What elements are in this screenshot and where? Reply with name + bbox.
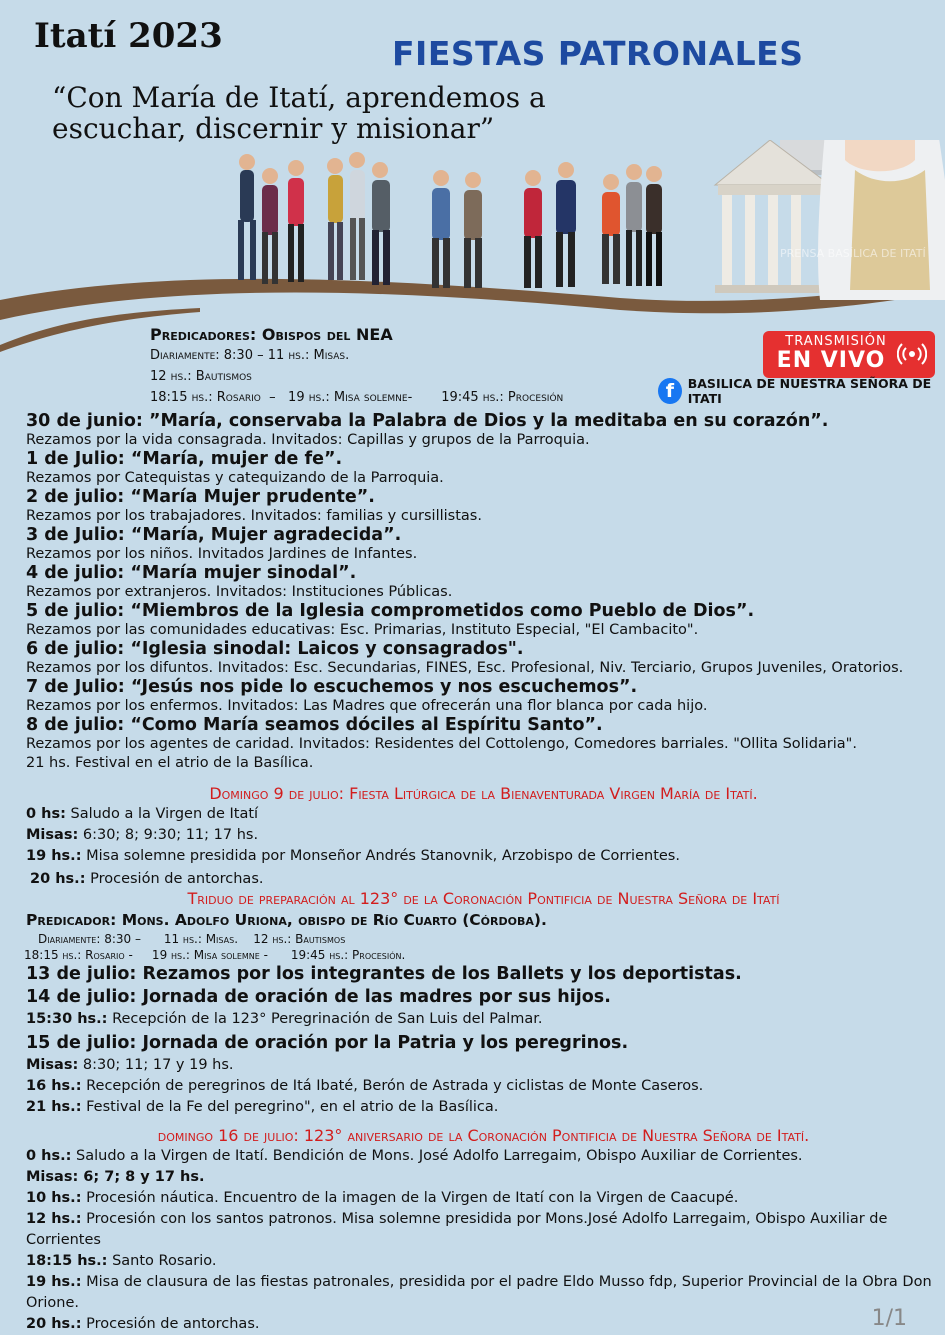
domingo-16-line-text: Santo Rosario. [107,1253,217,1269]
triduo-line [26,1097,941,1118]
domingo-9-items [26,804,941,890]
pilgrims-group [238,152,662,288]
domingo-9-line [26,846,941,867]
triduo-line-label: 16 hs.: [26,1078,82,1094]
page-title: FIESTAS PATRONALES [392,34,804,73]
motto-line-2: escuchar, discernir y misionar” [52,112,495,145]
novena-day-note: Rezamos por los niños. Invitados Jardines de Infantes. [26,546,418,562]
procession-time: 19:45 hs.: Procesión [441,390,564,405]
domingo-9-line [26,869,941,890]
novena-day-title: 1 de Julio: “María, mujer de fe”. [26,449,343,469]
facebook-link[interactable] [658,376,945,406]
preachers-heading: Predicadores: Obispos del NEA [150,325,393,344]
novena-day-title: 4 de julio: “María mujer sinodal”. [26,563,357,583]
triduo-line-text: 8:30; 11; 17 y 19 hs. [78,1057,234,1073]
novena-day-note: Rezamos por los agentes de caridad. Invitados: Residentes del Cottolengo, Comedores barriales. "Ollita Solidaria". [26,736,857,752]
live-label-2: EN VIVO [776,348,886,373]
novena-day-note: Rezamos por los enfermos. Invitados: Las Madres que ofrecerán una flor blanca por cada hijo. [26,698,708,714]
triduo-day-13: 13 de julio: Rezamos por los integrantes de los Ballets y los deportistas. [26,964,742,984]
triduo-line [26,1076,941,1097]
triduo-items [26,1055,941,1118]
novena-day-note: Rezamos por los trabajadores. Invitados: familias y cursillistas. [26,508,482,524]
novena-day-title: 7 de Julio: “Jesús nos pide lo escuchemos y nos escuchemos”. [26,677,638,697]
domingo-16-line-label: 18:15 hs.: [26,1253,108,1269]
hero-illustration [0,140,945,355]
domingo-16-line-label: 12 hs.: [26,1211,82,1227]
preachers-line-2: 12 hs.: Bautismos [150,369,252,384]
schedule [26,412,941,1335]
domingo-16-line [26,1209,941,1251]
novena-day-note: Rezamos por los difuntos. Invitados: Esc. Secundarias, FINES, Esc. Profesional, Niv. Terciario, Grupos Juveniles, Oratorios. [26,660,904,676]
domingo-9-line-label: 19 hs.: [26,848,82,864]
year-title: Itatí 2023 [34,16,223,56]
live-label-1: TRANSMISIÓN [785,334,887,349]
novena-day-note: Rezamos por extranjeros. Invitados: Instituciones Públicas. [26,584,453,600]
novena-list [26,412,941,754]
triduo-schedule-1: Diariamente: 8:30 – 11 hs.: Misas. 12 hs.: Bautismos [38,932,346,946]
domingo-16-line-label: 20 hs.: [26,1316,82,1332]
domingo-9-title: Domingo 9 de julio: Fiesta Litúrgica de la Bienaventurada Virgen María de Itatí. [209,784,758,803]
triduo-line-label: Misas: [26,1057,79,1073]
novena-day-note: Rezamos por la vida consagrada. Invitados: Capillas y grupos de la Parroquia. [26,432,590,448]
triduo-1530-text: Recepción de la 123° Peregrinación de San Luis del Palmar. [107,1011,543,1027]
domingo-16-line-text: Procesión con los santos patronos. Misa solemne presidida por Mons.José Adolfo Larregaim, Obispo Auxiliar de Corrientes [26,1211,888,1248]
domingo-9-line-label: 20 hs.: [30,871,86,887]
domingo-9-line [26,825,941,846]
facebook-icon: f [658,378,682,404]
triduo-1530 [26,1009,941,1030]
domingo-16-line-text: Misa de clausura de las fiestas patronales, presidida por el padre Eldo Musso fdp, Superior Provincial de la Obra Don Orione. [26,1274,932,1311]
triduo-day-14: 14 de julio: Jornada de oración de las madres por sus hijos. [26,987,611,1007]
triduo-line-text: Festival de la Fe del peregrino", en el atrio de la Basílica. [81,1099,499,1115]
domingo-9-line-label: 0 hs: [26,806,66,822]
triduo-preacher: Predicador: Mons. Adolfo Uriona, obispo de Río Cuarto (Córdoba). [26,911,547,929]
domingo-16-items [26,1146,941,1335]
domingo-16-title: domingo 16 de julio: 123° aniversario de la Coronación Pontificia de Nuestra Señora de Itatí. [157,1126,810,1145]
domingo-16-line-text: Saludo a la Virgen de Itatí. Bendición de Mons. José Adolfo Larregaim, Obispo Auxiliar de Corrientes. [71,1148,803,1164]
novena-day-note: Rezamos por las comunidades educativas: Esc. Primarias, Instituto Especial, "El Cambacito". [26,622,699,638]
domingo-16-line-text: Procesión náutica. Encuentro de la imagen de la Virgen de Itatí con la Virgen de Caacupé. [81,1190,739,1206]
broadcast-icon [897,339,927,369]
triduo-title: Triduo de preparación al 123° de la Coronación Pontificia de Nuestra Señora de Itatí [187,889,780,908]
novena-day-title: 8 de julio: “Como María seamos dóciles al Espíritu Santo”. [26,715,603,735]
novena-day-title: 5 de julio: “Miembros de la Iglesia comprometidos como Pueblo de Dios”. [26,601,755,621]
mass-time: 19 hs.: Misa solemne- [288,390,413,405]
domingo-9-line-text: Misa solemne presidida por Monseñor Andrés Stanovnik, Arzobispo de Corrientes. [81,848,680,864]
domingo-16-line-label: 10 hs.: [26,1190,82,1206]
live-badge[interactable] [763,331,935,378]
triduo-line-label: 21 hs.: [26,1099,82,1115]
triduo-1530-label: 15:30 hs.: [26,1011,108,1027]
preachers-line-1: Diariamente: 8:30 – 11 hs.: Misas. [150,348,350,363]
motto [52,82,612,144]
triduo-line-text: Recepción de peregrinos de Itá Ibaté, Berón de Astrada y ciclistas de Monte Caseros. [81,1078,704,1094]
motto-line-1: “Con María de Itatí, aprendemos a [52,81,546,114]
preachers-block [150,324,563,408]
domingo-16-line [26,1188,941,1209]
festival-note: 21 hs. Festival en el atrio de la Basílica. [26,755,314,771]
domingo-16-line-label: 19 hs.: [26,1274,82,1290]
rosary-time: 18:15 hs.: Rosario [150,390,261,405]
domingo-16-line-label: 0 hs.: [26,1148,72,1164]
novena-day-title: 30 de junio: ”María, conservaba la Palabra de Dios y la meditaba en su corazón”. [26,411,829,431]
photo-watermark: PRENSA BASÍLICA DE ITATÍ [780,247,926,260]
domingo-9-line-text: Saludo a la Virgen de Itatí [65,806,259,822]
novena-day-title: 6 de julio: “Iglesia sinodal: Laicos y consagrados". [26,639,524,659]
domingo-16-line-label: Misas: 6; 7; 8 y 17 hs. [26,1169,205,1185]
domingo-9-line-text: Procesión de antorchas. [85,871,264,887]
domingo-16-line [26,1272,941,1314]
triduo-line [26,1055,941,1076]
novena-day-note: Rezamos por Catequistas y catequizando de la Parroquia. [26,470,444,486]
page-indicator: 1/1 [871,1306,907,1331]
domingo-16-line [26,1251,941,1272]
domingo-16-line [26,1146,941,1167]
triduo-day-15: 15 de julio: Jornada de oración por la Patria y los peregrinos. [26,1033,629,1053]
novena-day-title: 3 de Julio: “María, Mujer agradecida”. [26,525,402,545]
domingo-16-line [26,1314,941,1335]
triduo-schedule-2: 18:15 hs.: Rosario - 19 hs.: Misa solemne - 19:45 hs.: Procesión. [24,948,406,962]
domingo-16-line-text: Procesión de antorchas. [81,1316,260,1332]
novena-day-title: 2 de julio: “María Mujer prudente”. [26,487,375,507]
domingo-9-line-label: Misas: [26,827,79,843]
facebook-page-name: BASILICA DE NUESTRA SEÑORA DE ITATI [687,376,932,406]
domingo-9-line [26,804,941,825]
domingo-16-line [26,1167,941,1188]
domingo-9-line-text: 6:30; 8; 9:30; 11; 17 hs. [78,827,259,843]
virgin-of-itati-image [818,140,945,300]
preachers-line-3: 18:15 hs.: Rosario – 19 hs.: Misa solemne- 19:45 hs.: Procesión [150,390,564,405]
